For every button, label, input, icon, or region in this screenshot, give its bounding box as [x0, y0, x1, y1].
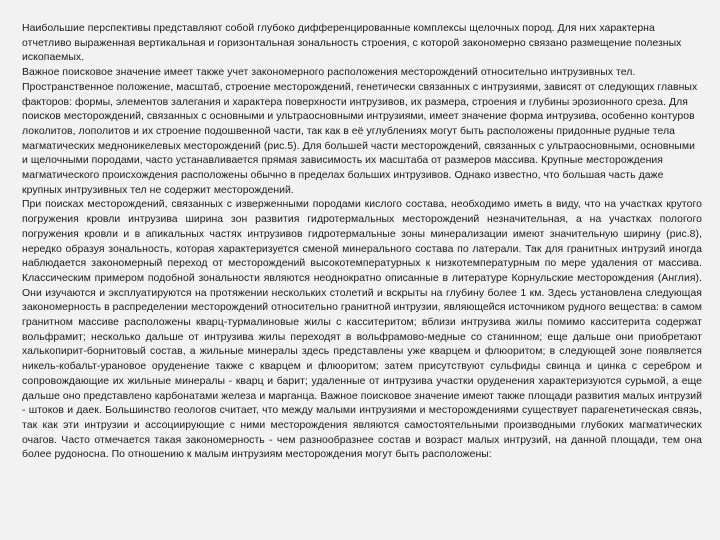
paragraph-acidic-rocks: При поисках месторождений, связанных с изверженными породами кислого состава, необходимо иметь в виду, что на участках крутого погружения кровли интрузива ширина зон развития гидротермальных месторождений незначительная, а на участках пологого погружения кровли и в апикальных частях интрузивов гидротермальные зоны минерализации имеют значительную ширину (рис.8), нередко образуя зональность, которая характеризуется сменой минерального состава по латерали. Так для гранитных интрузий иногда наблюдается закономерный переход от месторождений высокотемпературных к низкотемпературным по мере удаления от массива. Классическим примером подобной зональности являются неоднократно описанные в литературе Корнульские месторождения (Англия). Они изучаются и эксплуатируются на протяжении нескольких столетий и вскрыты на глубину более 1 км. Здесь установлена следующая закономерность в распределении месторождений относительно гранитной интрузии, являющейся источником рудного вещества: в самом гранитном массиве расположены кварц-турмалиновые жилы с касситеритом; вблизи интрузива жилы помимо касситерита содержат вольфрамит; несколько дальше от интрузива жилы переходят в вольфрамово-медные со станинном; еще дальше они приобретают халькопирит-борнитовый состав, а жильные минералы здесь представлены уже кварцем и флюоритом; в следующей зоне появляется никель-кобальт-урановое оруденение также с кварцем и флюоритом; затем присутствуют сульфиды свинца и цинка с серебром и сопровождающие их жильные минералы - кварц и барит; удаленные от интрузива участки оруденения характеризуются сурьмой, а еще дальше оно представлено карбонатами железа и марганца. Важное поисковое значение имеют также площади развития малых интрузий - штоков и даек. Большинство геологов считает, что между малыми интрузиями и месторождениями существует парагенетическая связь, так как эти интрузии и ассоциирующие с ними месторождения являются самостоятельными производными глубоких магматических очагов. Часто отмечается такая закономерность - чем разнообразнее состав и возраст малых интрузий, на данной площади, тем она более рудоносна. По отношению к малым интрузиям месторождения могут быть расположены:: [22, 199, 702, 461]
paragraph-intrusive-bodies: Важное поисковое значение имеет также учет закономерного расположения месторождений относительно интрузивных тел. Пространственное положение, масштаб, строение месторождений, генетически связанных с интрузиями, зависят от следующих главных факторов: формы, элементов залегания и характера поверхности интрузивов, их размера, строения и глубины эрозионного среза. Для поисков месторождений, связанных с основными и ультраосновными интрузиями, имеет значение форма интрузива, особенно контуров локолитов, лополитов и их строение подошвенной части, так как в её углублениях могут быть расположены придонные рудные тела магматических медноникелевых месторождений (рис.5). Для большей части месторождений, связанных с ультраосновными, основными и щелочными породами, часто устанавливается прямая зависимость их масштаба от размеров массива. Крупные месторождения магматического происхождения расположены обычно в пределах больших интрузивов. Однако известно, что большая часть даже крупных интрузивных тел не содержит месторождений.: [22, 67, 698, 196]
document-page: [22, 22, 702, 522]
paragraph-alkaline-complexes: Наибольшие перспективы представляют собой глубоко дифференцированные комплексы щелочных пород. Для них характерна отчетливо выраженная вертикальная и горизонтальная зональность строения, с которой закономерно связано размещение полезных ископаемых.: [22, 23, 682, 64]
